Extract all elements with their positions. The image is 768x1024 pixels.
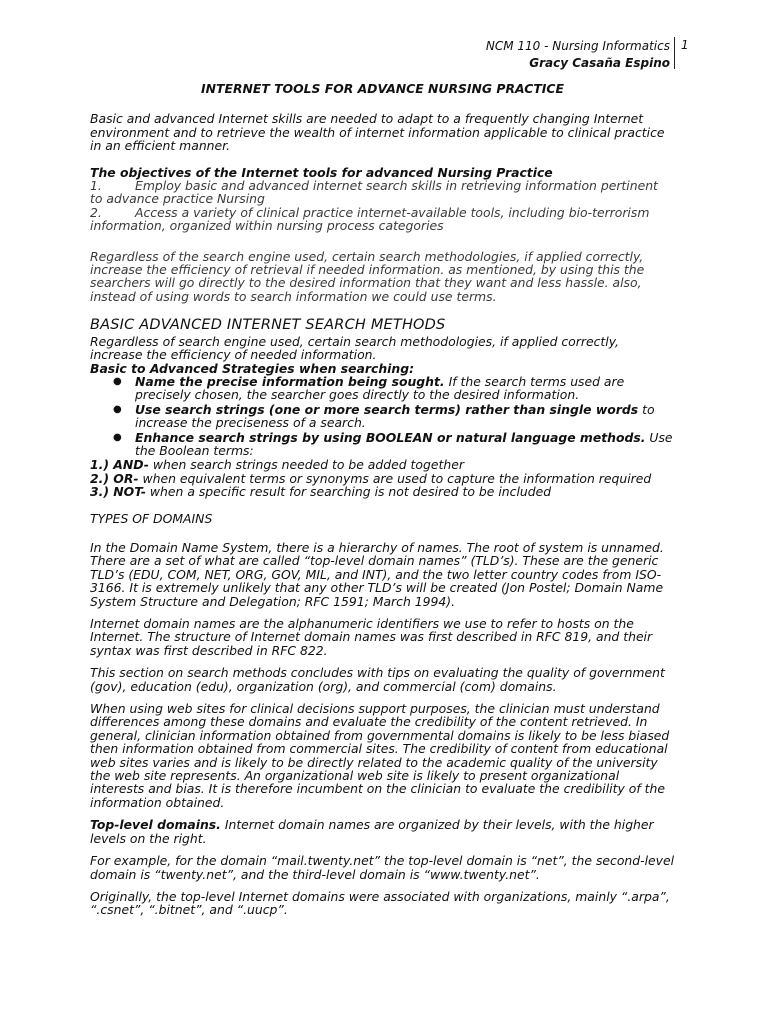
boolean-term xyxy=(90,472,675,485)
boolean-term xyxy=(90,485,675,498)
objective-number: 2. xyxy=(90,204,102,220)
search-methodologies-paragraph: Regardless of the search engine used, certain search methodologies, if applied correctly, increase the efficiency of retrieval if needed information. as mentioned, by using this the searchers will go directly to the desired information that they want and less hassle. also, instead of using words to search information we could use terms. xyxy=(90,248,645,304)
top-level-lead: Top-level domains. xyxy=(90,817,221,833)
methods-intro: Regardless of search engine used, certain search methodologies, if applied correctly, increase the efficiency of needed information. xyxy=(90,333,619,363)
types-of-domains-heading: TYPES OF DOMAINS xyxy=(90,510,213,526)
search-tips-paragraph: This section on search methods concludes with tips on evaluating the quality of government (gov), education (edu), organization (org), and commercial (com) domains. xyxy=(90,665,665,694)
example-paragraph: For example, for the domain “mail.twenty.net” the top-level domain is “net”, the second-level domain is “twenty.net”, and the third-level domain is “www.twenty.net”. xyxy=(90,853,675,882)
page-header xyxy=(486,38,670,72)
term-text: when equivalent terms or synonyms are used to capture the information required xyxy=(138,470,652,486)
domain-names-paragraph: Internet domain names are the alphanumeric identifiers we use to refer to hosts on the Internet. The structure of Internet domain names was first described in RFC 819, and their syntax was first described in RFC 822. xyxy=(90,616,653,658)
bullet-icon: ● xyxy=(113,431,122,443)
objective-item xyxy=(90,206,675,219)
objective-text: Access a variety of clinical practice internet-available tools, including bio-terrorism xyxy=(135,204,650,220)
course-title: NCM 110 - Nursing Informatics xyxy=(485,39,670,53)
objective-continuation: to advance practice Nursing xyxy=(90,191,265,207)
term-label: 3.) NOT- xyxy=(90,484,146,500)
list-item xyxy=(113,375,675,402)
objective-continuation: information, organized within nursing process categories xyxy=(90,218,444,234)
term-label: 2.) OR- xyxy=(90,470,139,486)
strategy-bold: Enhance search strings by using BOOLEAN or natural language methods. xyxy=(135,429,646,445)
term-text: when a specific result for searching is not desired to be included xyxy=(145,484,552,500)
bullet-icon: ● xyxy=(113,375,122,387)
dns-paragraph: In the Domain Name System, there is a hierarchy of names. The root of system is unnamed. There are a set of what are called “top-level domain names” (TLD’s). These are the generic TLD’s (EDU, COM, NET, ORG, GOV, MIL, and INT), and the two letter country codes from ISO-3166. It is extremely unlikely that any other TLD’s will be created (Jon Postel; Domain Name System Structure and Delegation; RFC 1591; March 1994). xyxy=(90,539,664,609)
objectives-list xyxy=(90,179,675,233)
strategy-bold: Use search strings (one or more search terms) rather than single words xyxy=(135,401,639,417)
top-level-text: Internet domain names are organized by their levels, with the higher levels on the right. xyxy=(90,817,654,846)
strategy-text: Use the Boolean terms: xyxy=(135,429,673,458)
objective-item xyxy=(90,179,675,192)
methods-heading: BASIC ADVANCED INTERNET SEARCH METHODS xyxy=(90,317,446,334)
strategy-text: to increase the preciseness of a search. xyxy=(135,401,655,431)
strategy-text: If the search terms used are precisely chosen, the searcher goes directly to the desired information. xyxy=(135,373,625,403)
objective-text: Employ basic and advanced internet search skills in retrieving information pertinent xyxy=(135,178,658,194)
bullet-icon: ● xyxy=(113,403,122,415)
header-divider xyxy=(674,37,675,69)
objectives-heading: The objectives of the Internet tools for advanced Nursing Practice xyxy=(90,164,553,180)
objective-number: 1. xyxy=(90,178,102,194)
origin-paragraph: Originally, the top-level Internet domains were associated with organizations, mainly “.arpa”, “.csnet”, “.bitnet”, and “.uucp”. xyxy=(90,888,670,918)
list-item xyxy=(113,403,675,430)
document-title: INTERNET TOOLS FOR ADVANCE NURSING PRACTICE xyxy=(201,81,564,96)
clinical-credibility-paragraph: When using web sites for clinical decisions support purposes, the clinician must understand differences among these domains and evaluate the credibility of the content retrieved. In general, clinician information obtained from governmental domains is likely to be less biased then information obtained from commercial sites. The credibility of content from educational web sites varies and is likely to be directly related to the academic quality of the university the web site represents. An organizational web site is likely to present organizational interests and bias. It is therefore incumbent on the clinician to evaluate the credibility of the information obtained. xyxy=(90,701,670,810)
term-text: when search strings needed to be added together xyxy=(148,457,464,473)
boolean-terms-list xyxy=(90,458,675,498)
term-label: 1.) AND- xyxy=(90,457,149,473)
author-name: Gracy Casaña Espino xyxy=(529,56,670,70)
page-number: 1 xyxy=(681,38,689,52)
boolean-term xyxy=(90,458,675,471)
strategies-list xyxy=(90,375,675,457)
list-item xyxy=(113,431,675,458)
intro-paragraph: Basic and advanced Internet skills are needed to adapt to a frequently changing Internet environment and to retrieve the wealth of internet information applicable to clinical practice in an efficient manner. xyxy=(90,111,665,154)
top-level-paragraph xyxy=(90,818,675,845)
document-body xyxy=(90,82,675,926)
strategy-bold: Name the precise information being sought. xyxy=(135,373,445,389)
strategies-heading: Basic to Advanced Strategies when searching: xyxy=(90,360,415,376)
